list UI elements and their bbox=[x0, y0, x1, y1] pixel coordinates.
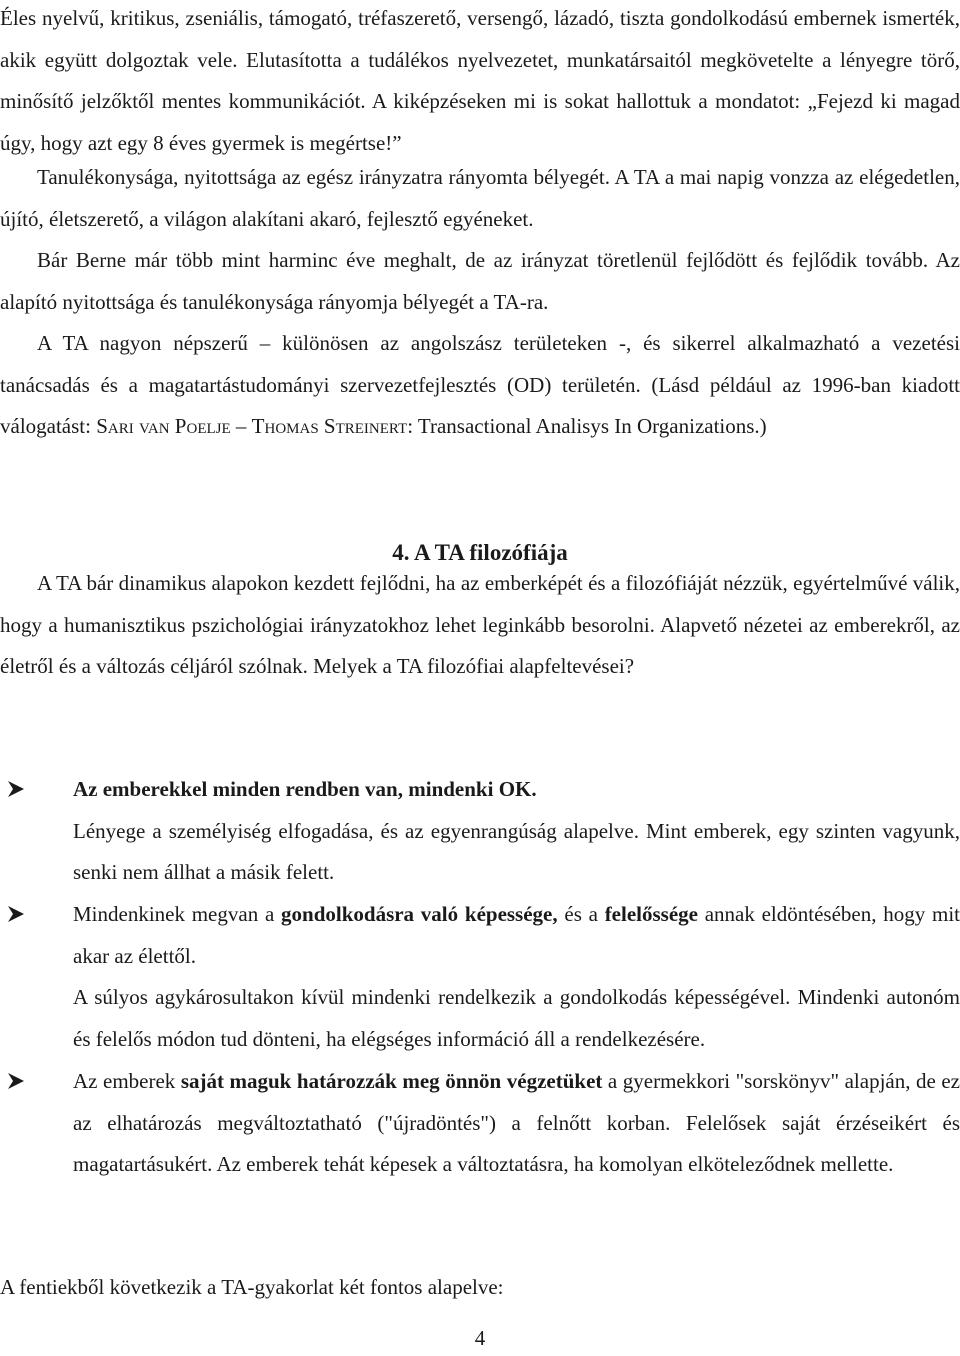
arrowhead-bullet-icon bbox=[6, 779, 26, 799]
list-item-text: a gyermekkori "sorskönyv" alapján, de ez az elhatározás megváltoztatható ("újradöntés") a felnőtt korban. Felelősek saját érzéseikért és magatartásukért. Az emberek tehát képesek a változtatásra, ha komolyan elköteleződnek mellette. bbox=[73, 1069, 960, 1176]
list-item-title: Az emberekkel minden rendben van, mindenki OK. bbox=[73, 777, 537, 801]
arrowhead-bullet-icon bbox=[6, 1071, 26, 1091]
arrowhead-bullet-icon bbox=[6, 904, 26, 924]
closing-paragraph: A fentiekből következik a TA-gyakorlat két fontos alapelve: bbox=[0, 1275, 504, 1299]
list-item-text: A súlyos agykárosultakon kívül mindenki rendelkezik a gondolkodás képességével. Mindenki autonóm és felelős módon tud dönteni, ha elégséges információ áll a rendelkezésére. bbox=[73, 985, 960, 1051]
list-item-emphasis: saját maguk határozzák meg önnön végzetüket bbox=[180, 1069, 603, 1093]
author-name: Sari van Poelje bbox=[96, 414, 231, 438]
book-title: : Transactional Analisys In Organizations.) bbox=[407, 414, 767, 438]
author-name: Thomas Streinert bbox=[251, 414, 408, 438]
paragraph-popularity bbox=[0, 323, 960, 448]
popularity-text: A TA nagyon népszerű – különösen az angolszász területeken -, és sikerrel alkalmazható a vezetési tanácsadás és a magatartástudományi szervezetfejlesztés (OD) területén. (Lásd például az 1996-ban kiadott válogatást: bbox=[0, 331, 960, 438]
section-heading: 4. A TA filozófiája bbox=[392, 540, 568, 565]
list-item-text: Az emberek bbox=[73, 1069, 181, 1093]
list-item-text: és a bbox=[557, 902, 605, 926]
list-item-text: annak eldöntésében, hogy mit akar az élettől. bbox=[73, 902, 960, 968]
paragraph-philosophy: A TA bár dinamikus alapokon kezdett fejlődni, ha az emberképét és a filozófiáját nézzük, egyértelművé válik, hogy a humanisztikus pszichológiai irányzatokhoz lehet leginkább besorolni. Alapvető nézetei az emberekről, az életről és a változás céljáról szólnak. Melyek a TA filozófiai alapfeltevései? bbox=[0, 571, 960, 678]
author-separator: – bbox=[230, 414, 252, 438]
list-item-text: Mindenkinek megvan a bbox=[73, 902, 282, 926]
list-item-emphasis: gondolkodásra való képessége, bbox=[281, 902, 558, 926]
paragraph-berne: Bár Berne már több mint harminc éve meghalt, de az irányzat töretlenül fejlődött és fejlődik tovább. Az alapító nyitottsága és tanulékonysága rányomja bélyegét a TA-ra. bbox=[0, 248, 960, 314]
intro-paragraph bbox=[0, 0, 960, 164]
list-item-body bbox=[73, 1061, 960, 1186]
page-number: 4 bbox=[474, 1326, 486, 1350]
list-item-body bbox=[73, 769, 960, 894]
list-item-text: Lényege a személyiség elfogadása, és az egyenrangúság alapelve. Mint emberek, egy szinten vagyunk, senki nem állhat a másik felett. bbox=[73, 818, 960, 884]
paragraph-openness: Tanulékonysága, nyitottsága az egész irányzatra rányomta bélyegét. A TA a mai napig vonzza az elégedetlen, újító, életszerető, a világon alakítani akaró, fejlesztő egyéneket. bbox=[0, 165, 960, 231]
intro-quote: „Fejezd ki magad úgy, hogy azt egy 8 éves gyermek is megértse!” bbox=[0, 89, 960, 155]
list-item-emphasis: felelőssége bbox=[604, 902, 698, 926]
list-item-body bbox=[73, 894, 960, 1060]
intro-text: Éles nyelvű, kritikus, zseniális, támogató, tréfaszerető, versengő, lázadó, tiszta gondolkodású embernek ismerték, akik együtt dolgoztak vele. Elutasította a tudálékos nyelvezetet, munkatársaitól megkövetelte a lényegre törő, minősítő jelzőktől mentes kommunikációt. A kiképzéseken mi is sokat hallottuk a mondatot: bbox=[0, 6, 960, 113]
